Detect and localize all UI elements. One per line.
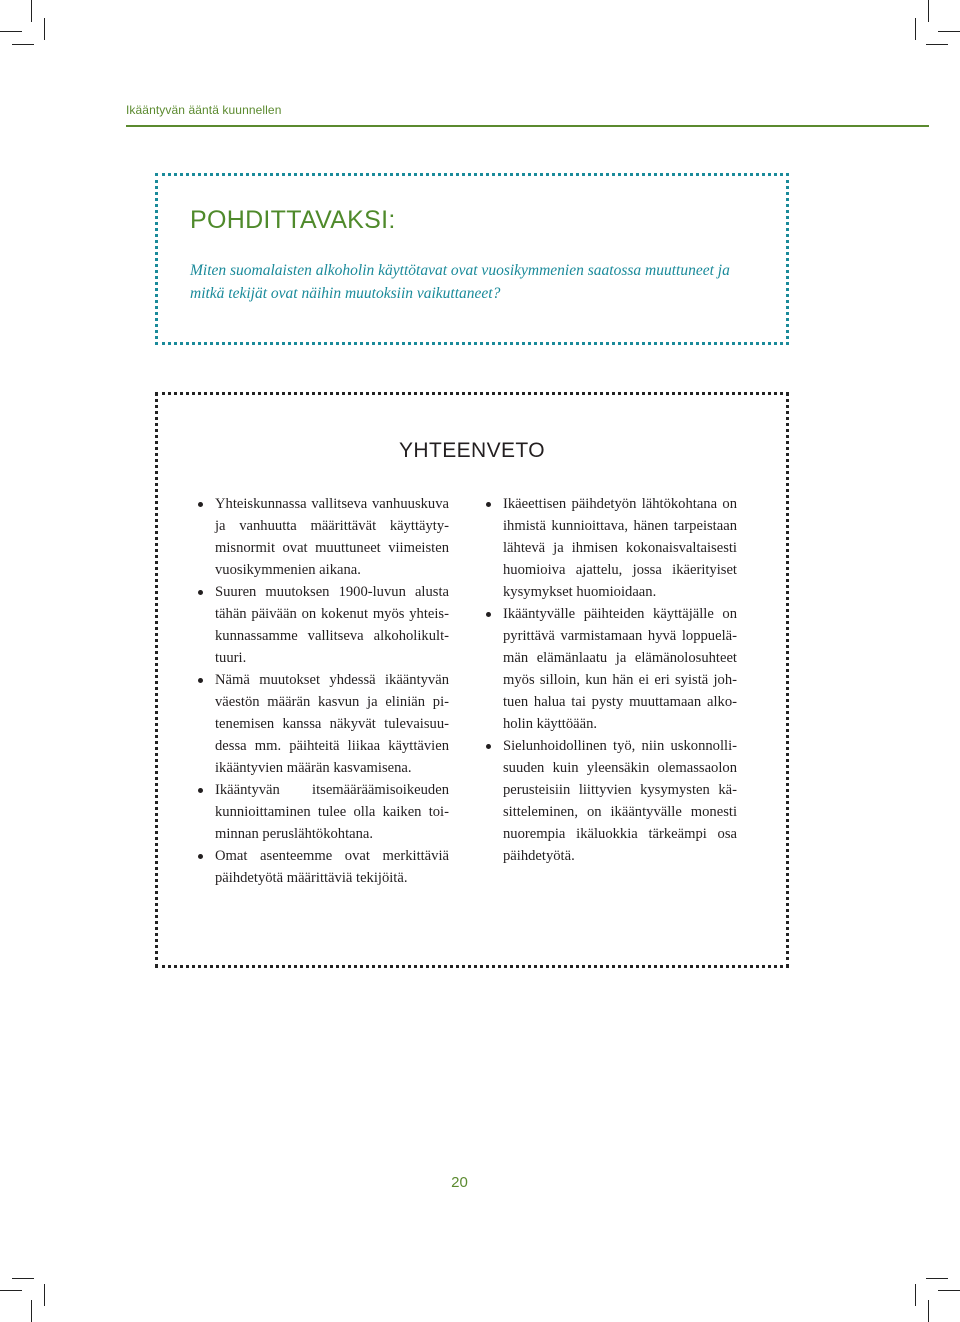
crop-mark [938,1290,960,1291]
crop-mark [0,1290,22,1291]
summary-item-text: Yhteiskunnassa vallitseva vanhuuskuva ja vanhuutta määrittävät käyttäytymisnormit ovat muuttuneet viimeisten vuosikymmenien aikana. [215,496,449,578]
summary-item-text: Ikäeettisen päihdetyön lähtökohtana on ihmistä kunnioittava, hänen tarpeistaan lähtevä ja ihmisen kokonaisvaltaisesti huomioiva ajattelu, jossa ikäerityiset kysymykset huomioidaan. [503,496,737,600]
summary-box [155,392,789,968]
crop-mark [928,0,929,22]
bullet-icon [198,854,203,859]
crop-mark [915,18,916,40]
header-rule [126,125,929,127]
bullet-icon [198,788,203,793]
crop-mark [0,31,22,32]
summary-item [486,735,737,867]
summary-item [486,493,737,603]
crop-mark [938,31,960,32]
crop-mark [44,18,45,40]
summary-item-text: Omat asenteemme ovat merkittäviä päihdetyötä määrittäviä tekijöitä. [215,848,449,886]
summary-item [198,779,449,845]
crop-mark [926,44,948,45]
bullet-icon [198,678,203,683]
running-header: Ikääntyvän ääntä kuunnellen [126,103,282,117]
crop-mark [915,1284,916,1306]
bullet-icon [486,612,491,617]
bullet-icon [486,744,491,749]
summary-item [198,845,449,889]
bullet-icon [198,590,203,595]
crop-mark [12,44,34,45]
summary-item [198,669,449,779]
summary-item-text: Ikääntyvän itsemääräämisoikeuden kunnioittaminen tulee olla kaiken toiminnan peruslähtökohtana. [215,782,449,842]
page-number: 20 [451,1174,468,1191]
crop-mark [926,1278,948,1279]
summary-item-text: Nämä muutokset yhdessä ikääntyvän väestön määrän kasvun ja eliniän pitenemisen kanssa näkyvät tulevaisuudessa mm. päihteitä liikaa käyttävien ikääntyvien määrän kasvamisena. [215,672,449,776]
summary-item [198,581,449,669]
ponder-question: Miten suomalaisten alkoholin käyttötavat ovat vuosikymmenien saatossa muuttuneet ja mitkä tekijät ovat näihin muutoksiin vaikuttaneet? [190,262,730,302]
ponder-box [155,173,789,345]
crop-mark [928,1300,929,1322]
summary-left-column [198,493,449,889]
crop-mark [31,0,32,22]
crop-mark [31,1300,32,1322]
bullet-icon [486,502,491,507]
summary-item-text: Suuren muutoksen 1900-luvun alusta tähän päivään on kokenut myös yhteiskunnassamme vallitseva alkoholikulttuuri. [215,584,449,666]
ponder-title: POHDITTAVAKSI: [190,206,396,234]
crop-mark [12,1278,34,1279]
summary-item-text: Sielunhoidollinen työ, niin uskonnollisuuden kuin yleensäkin olemassaolon perusteisiin liittyvien kysymysten käsitteleminen, on ikääntyvälle monesti nuorempia ikäluokkia tärkeämpi osa päihdetyötä. [503,738,737,864]
summary-item-text: Ikääntyvälle päihteiden käyttäjälle on pyrittävä varmistamaan hyvä loppuelämän elämänlaatu ja elämänolosuhteet myös silloin, kun hän ei eri syistä johtuen halua tai pysty muuttamaan alkoholin käyttöään. [503,606,737,732]
summary-item [486,603,737,735]
summary-right-column [486,493,737,867]
bullet-icon [198,502,203,507]
crop-mark [44,1284,45,1306]
summary-title: YHTEENVETO [399,439,545,462]
summary-item [198,493,449,581]
